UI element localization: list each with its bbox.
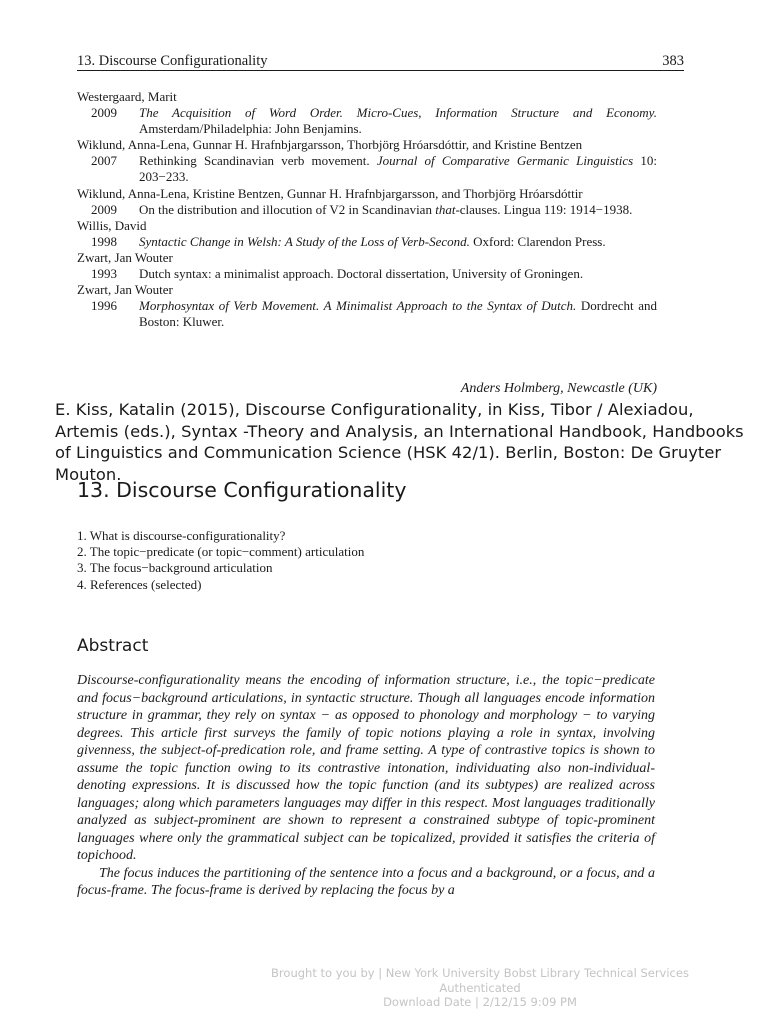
reference-text bbox=[139, 202, 657, 218]
reference-year: 2007 bbox=[91, 153, 117, 169]
reference-publisher: Dordrecht and Boston: Kluwer. bbox=[139, 298, 657, 330]
abstract-body bbox=[77, 672, 655, 900]
reference-author: Westergaard, Marit bbox=[77, 89, 177, 104]
toc-item: 3. The focus−background articulation bbox=[77, 560, 273, 576]
reference-journal: Journal of Comparative Germanic Linguistics bbox=[376, 153, 634, 169]
table-of-contents bbox=[77, 528, 364, 593]
running-header-chapter: 13. Discourse Configurationality bbox=[77, 53, 268, 69]
reference-article: Rethinking Scandinavian verb movement. bbox=[139, 153, 377, 169]
reference-author: Wiklund, Anna-Lena, Gunnar H. Hrafnbjargarsson, Thorbjörg Hróarsdóttir, and Kristine Bentzen bbox=[77, 137, 583, 153]
reference-text bbox=[139, 153, 657, 185]
reference-entry bbox=[77, 250, 657, 282]
reference-author: Zwart, Jan Wouter bbox=[77, 249, 173, 265]
reference-entry bbox=[77, 137, 657, 185]
reference-year: 1993 bbox=[91, 266, 117, 282]
running-header bbox=[77, 52, 684, 71]
citation-note: E. Kiss, Katalin (2015), Discourse Configurationality, in Kiss, Tibor / Alexiadou, Artemis (eds.), Syntax -Theory and Analysis, an International Handbook, Handbooks of Linguistics and Communication Science (HSK 42/1). Berlin, Boston: De Gruyter Mouton. bbox=[55, 400, 744, 484]
watermark-line: Download Date | 2/12/15 9:09 PM bbox=[383, 995, 577, 1009]
page-number: 383 bbox=[662, 53, 684, 69]
reference-year: 2009 bbox=[91, 105, 117, 121]
reference-year: 2009 bbox=[91, 201, 117, 217]
reference-article: On the distribution and illocution of V2 in Scandinavian bbox=[139, 201, 436, 217]
chapter-title: 13. Discourse Configurationality bbox=[77, 478, 407, 502]
reference-publisher: Amsterdam/Philadelphia: John Benjamins. bbox=[139, 121, 362, 137]
reference-text bbox=[139, 234, 657, 250]
reference-emphasis: that bbox=[435, 201, 456, 217]
reference-publisher: Oxford: Clarendon Press. bbox=[469, 233, 606, 249]
reference-author: Willis, David bbox=[77, 217, 147, 233]
reference-pages: 10: 203−233. bbox=[139, 153, 657, 185]
reference-entry bbox=[77, 218, 657, 250]
reference-entry bbox=[77, 89, 657, 137]
abstract-paragraph: Discourse-configurationality means the encoding of information structure, i.e., the topic−predicate and focus−background articulations, in syntactic structure. Though all languages encode information structure in grammar, they rely on syntax − as opposed to phonology and morphology − to varying degrees. This article first surveys the family of topic notions playing a role in syntax, involving givenness, the subject-of-predication role, and frame setting. A type of contrastive topics is shown to assume the topic function owing to its contrastive intonation, individuating also non-individual-denoting expressions. It is discussed how the topic function (and its subtypes) are realized across languages; along which parameters languages may differ in this respect. Most languages traditionally analyzed as subject-prominent are shown to represent a constrained subtype of topic-prominent languages where only the grammatical subject can be topicalized, provided it satisfies the criteria of topichood. bbox=[77, 673, 655, 863]
reference-entry bbox=[77, 186, 657, 218]
watermark-line: Authenticated bbox=[439, 980, 521, 995]
abstract-paragraph: The focus induces the partitioning of the sentence into a focus and a background, or a focus, and a focus-frame. The focus-frame is derived by replacing the focus by a bbox=[77, 865, 655, 898]
reference-year: 1998 bbox=[91, 233, 117, 249]
references-list bbox=[77, 89, 657, 330]
toc-item: 1. What is discourse-configurationality? bbox=[77, 528, 286, 543]
reference-title: The Acquisition of Word Order. Micro-Cues, Information Structure and Economy. bbox=[139, 105, 657, 121]
download-watermark bbox=[180, 966, 768, 1010]
toc-item: 4. References (selected) bbox=[77, 576, 202, 592]
author-byline: Anders Holmberg, Newcastle (UK) bbox=[460, 381, 657, 396]
reference-text bbox=[139, 105, 657, 137]
abstract-heading: Abstract bbox=[77, 636, 149, 656]
reference-entry bbox=[77, 282, 657, 330]
reference-text: Dutch syntax: a minimalist approach. Doctoral dissertation, University of Groningen. bbox=[139, 266, 584, 282]
reference-text bbox=[139, 298, 657, 330]
watermark-line: Brought to you by | New York University Bobst Library Technical Services bbox=[271, 966, 689, 980]
reference-author: Zwart, Jan Wouter bbox=[77, 282, 173, 298]
reference-author: Wiklund, Anna-Lena, Kristine Bentzen, Gunnar H. Hrafnbjargarsson, and Thorbjörg Hróarsdóttir bbox=[77, 185, 583, 201]
reference-title: Morphosyntax of Verb Movement. A Minimalist Approach to the Syntax of Dutch. bbox=[139, 298, 577, 314]
reference-title: Syntactic Change in Welsh: A Study of the Loss of Verb-Second. bbox=[139, 233, 470, 249]
toc-item: 2. The topic−predicate (or topic−comment) articulation bbox=[77, 544, 365, 560]
reference-year: 1996 bbox=[91, 298, 117, 314]
reference-pages: -clauses. Lingua 119: 1914−1938. bbox=[455, 201, 633, 217]
